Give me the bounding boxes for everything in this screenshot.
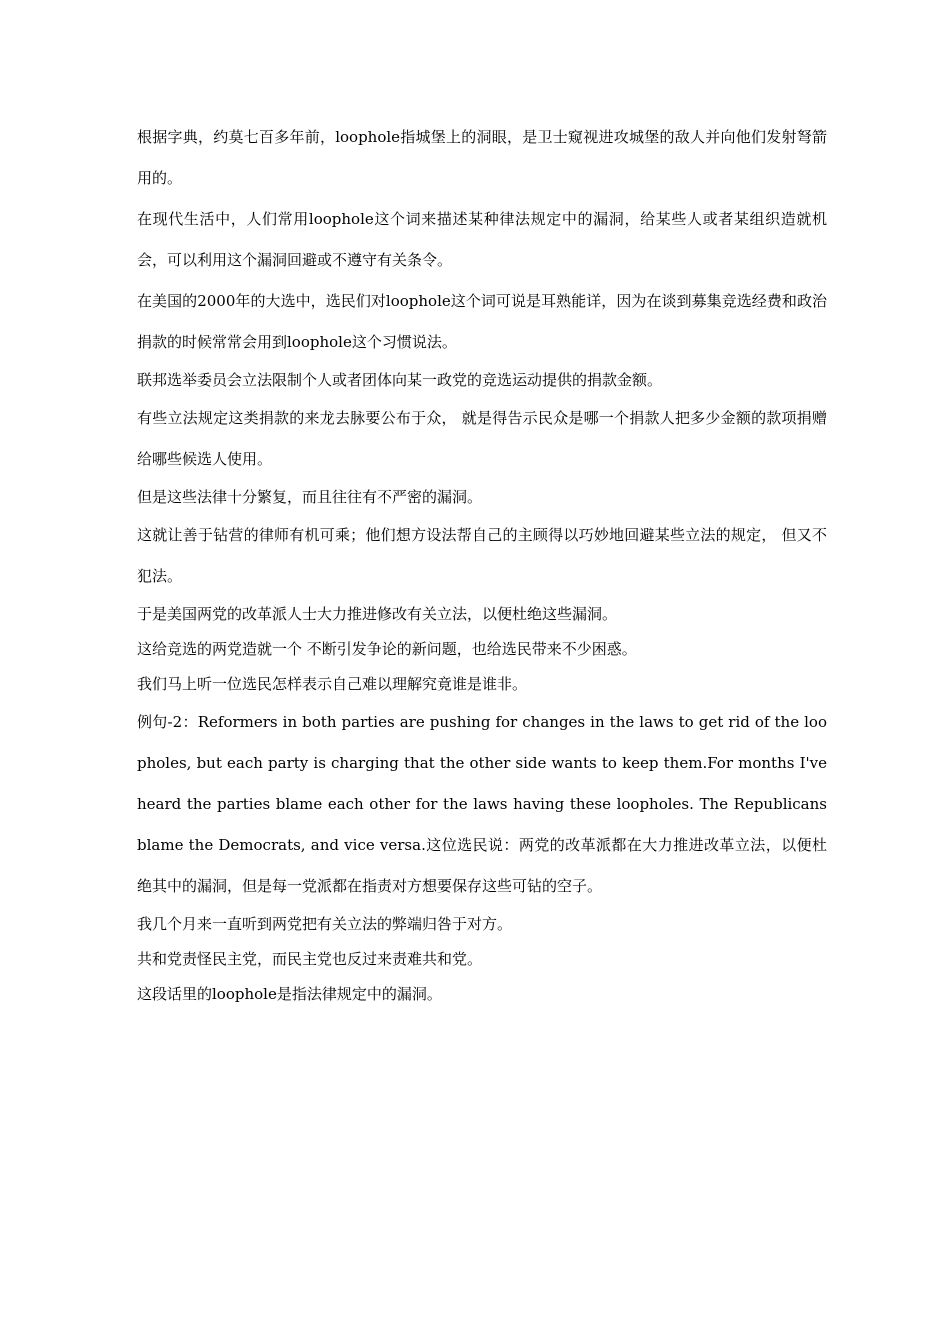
paragraph-12: 我几个月来一直听到两党把有关立法的弊端归咎于对方。 bbox=[137, 915, 513, 933]
paragraph-9: 这给竞选的两党造就一个 不断引发争论的新问题，也给选民带来不少困惑。 bbox=[137, 640, 637, 658]
paragraph-6: 但是这些法律十分繁复，而且往往有不严密的漏洞。 bbox=[137, 488, 483, 506]
paragraph-example-2: 例句-2：Reformers in both parties are pushing for changes in the laws to get rid of the loopholes, but each party is charging that the other side wants to keep them.For months I've heard the parties blame each other for the laws having these loopholes. The Republicans blame the Democrats, and vice versa.这位选民说：两党的改革派都在大力推进改革立法，以便杜绝其中的漏洞，但是每一党派都在指责对方想要保存这些可钻的空子。 bbox=[137, 713, 827, 895]
paragraph-3: 在美国的2000年的大选中，选民们对loophole这个词可说是耳熟能详，因为在谈到募集竞选经费和政治捐款的时候常常会用到loophole这个习惯说法。 bbox=[137, 292, 827, 351]
paragraph-14: 这段话里的loophole是指法律规定中的漏洞。 bbox=[137, 985, 442, 1003]
paragraph-1: 根据字典，约莫七百多年前，loophole指城堡上的洞眼，是卫士窥视进攻城堡的敌人并向他们发射弩箭用的。 bbox=[137, 128, 827, 187]
document-body bbox=[137, 117, 827, 1012]
paragraph-2: 在现代生活中，人们常用loophole这个词来描述某种律法规定中的漏洞，给某些人或者某组织造就机会，可以利用这个漏洞回避或不遵守有关条令。 bbox=[137, 210, 827, 269]
paragraph-8: 于是美国两党的改革派人士大力推进修改有关立法，以便杜绝这些漏洞。 bbox=[137, 605, 618, 623]
paragraph-7: 这就让善于钻营的律师有机可乘；他们想方设法帮自己的主顾得以巧妙地回避某些立法的规定， 但又不犯法。 bbox=[137, 526, 827, 585]
paragraph-5: 有些立法规定这类捐款的来龙去脉要公布于众， 就是得告示民众是哪一个捐款人把多少金额的款项捐赠给哪些候选人使用。 bbox=[137, 409, 827, 468]
paragraph-10: 我们马上听一位选民怎样表示自己难以理解究竟谁是谁非。 bbox=[137, 675, 528, 693]
paragraph-13: 共和党责怪民主党，而民主党也反过来责难共和党。 bbox=[137, 950, 483, 968]
paragraph-4: 联邦选举委员会立法限制个人或者团体向某一政党的竞选运动提供的捐款金额。 bbox=[137, 371, 663, 389]
